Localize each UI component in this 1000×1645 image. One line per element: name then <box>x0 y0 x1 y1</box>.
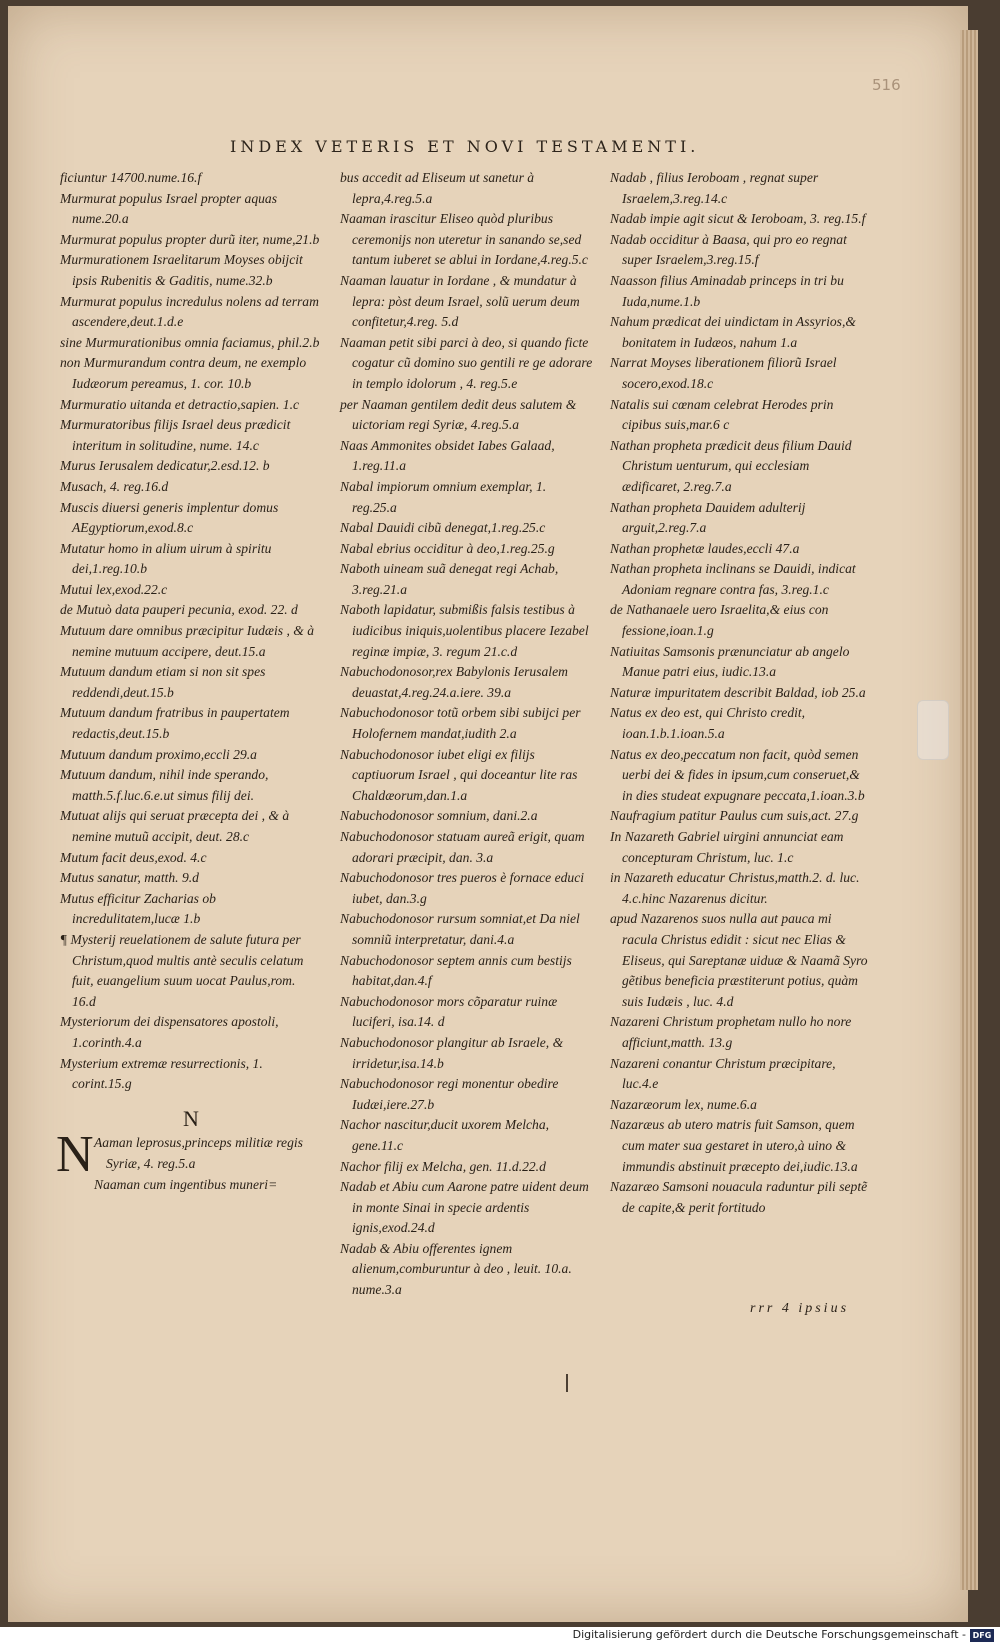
index-entry: Natiuitas Samsonis prænunciatur ab angelo Manue patri eius, iudic.13.a <box>610 643 850 680</box>
index-entry: bus accedit ad Eliseum ut sanetur à lepra,4.reg.5.a <box>340 170 535 206</box>
index-entry: Murmurat populus incredulus nolens ad terram ascendere,deut.1.d.e <box>60 293 319 330</box>
index-entry: Nabuchodonosor regi monentur obedire Iudæi,iere.27.b <box>340 1076 559 1112</box>
index-entry: Nathan propheta prædicit deus filium Dauid Christum uenturum, qui ecclesiam ædificaret, 2.reg.7.a <box>610 437 852 494</box>
index-column-1 <box>56 168 322 1195</box>
index-entry: Nabuchodonosor rursum somniat,et Da niel somniũ interpretatur, dani.4.a <box>340 911 580 947</box>
index-entry: Mutui lex,exod.22.c <box>60 581 168 597</box>
entry-list-1 <box>60 168 322 1095</box>
index-entry: Naaman lauatur in Iordane , & mundatur à lepra: pòst deum Israel, solũ uerum deum confitetur,4.reg. 5.d <box>340 272 580 330</box>
index-entry: Nadab impie agit sicut & Ieroboam, 3. reg.15.f <box>610 211 866 227</box>
index-entry: Naas Ammonites obsidet Iabes Galaad, 1.reg.11.a <box>340 437 555 474</box>
index-entry: Murmurationem Israelitarum Moyses obijcit ipsis Rubenitis & Gaditis, nume.32.b <box>60 252 303 288</box>
index-entry: Naaman petit sibi parci à deo, si quando ficte cogatur cũ domino suo gentili re ge adorare in templo idolorum , 4. reg.5.e <box>340 334 593 391</box>
index-entry: In Nazareth Gabriel uirgini annunciat eam concepturam Christum, luc. 1.c <box>610 829 844 865</box>
index-entry: Natus ex deo est, qui Christo credit, ioan.1.b.1.ioan.5.a <box>610 705 806 742</box>
index-entry: Mutuum dare omnibus præcipitur Iudæis , & à nemine mutuum accipere, deut.15.a <box>60 623 315 659</box>
index-entry: Mutuat alijs qui seruat præcepta dei , & à nemine mutuũ accipit, deut. 28.c <box>60 808 290 844</box>
index-entry: Nadab & Abiu offerentes ignem alienum,comburuntur à deo , leuit. 10.a. nume.3.a <box>340 1240 572 1298</box>
index-entry: Naasson filius Aminadab princeps in tri bu Iuda,nume.1.b <box>610 272 844 309</box>
index-entry: Muscis diuersi generis implentur domus AEgyptiorum,exod.8.c <box>60 499 279 536</box>
folio-number: 516 <box>872 76 901 94</box>
letter-heading: N <box>183 1105 199 1131</box>
index-column-2 <box>340 168 593 1301</box>
index-entry: Natalis sui cœnam celebrat Herodes prin cipibus suis,mar.6 c <box>610 396 834 433</box>
footer-bar <box>0 1627 1000 1645</box>
index-entry: Nadab occiditur à Baasa, qui pro eo regnat super Israelem,3.reg.15.f <box>610 231 847 268</box>
index-entry: Nahum prædicat dei uindictam in Assyrios,& bonitatem in Iudæos, nahum 1.a <box>610 314 856 350</box>
index-entry: Murmuratio uitanda et detractio,sapien. 1.c <box>60 396 299 412</box>
index-entry: Naaman cum ingentibus muneri= <box>94 1176 278 1192</box>
index-entry: Nachor filij ex Melcha, gen. 11.d.22.d <box>340 1158 546 1174</box>
dropcap-initial: N <box>56 1126 94 1184</box>
index-entry: Nazaræorum lex, nume.6.a <box>610 1096 757 1112</box>
page-clip <box>917 700 949 760</box>
running-head: INDEX VETERIS ET NOVI TESTAMENTI. <box>230 137 700 156</box>
index-entry: Nabuchodonosor somnium, dani.2.a <box>340 808 538 824</box>
index-entry: Nabuchodonosor iubet eligi ex filijs captiuorum Israel , qui doceantur lite ras Chaldæorum,dan.1.a <box>340 746 578 803</box>
index-entry: Mutuum dandum, nihil inde sperando, matth.5.f.luc.6.e.ut simus filij dei. <box>60 767 269 803</box>
index-entry: Murmurat populus propter durũ iter, nume,21.b <box>60 231 320 247</box>
index-entry: Nadab , filius Ieroboam , regnat super Israelem,3.reg.14.c <box>610 170 819 206</box>
index-entry: Nabuchodonosor totũ orbem sibi subijci per Holofernem mandat,iudith 2.a <box>340 705 581 742</box>
page-edge <box>960 30 978 1590</box>
index-entry: Mutuum dandum etiam si non sit spes reddendi,deut.15.b <box>60 664 266 700</box>
index-entry: Naaman irascitur Eliseo quòd pluribus ceremonijs non uteretur in sanando se,sed tantum iuberet se ablui in Iordane,4.reg.5.c <box>340 211 588 268</box>
index-entry: Naboth lapidatur, submißis falsis testibus à iudicibus iniquis,uolentibus placere Iezabel reginæ impiæ, 3. regum 21.c.d <box>340 602 589 659</box>
entry-list-1n <box>94 1133 322 1195</box>
index-entry: Nabal ebrius occiditur à deo,1.reg.25.g <box>340 540 555 556</box>
page-mark <box>566 1374 568 1392</box>
index-entry: non Murmurandum contra deum, ne exemplo Iudæorum pereamus, 1. cor. 10.b <box>60 355 307 391</box>
index-entry: Nathan propheta Dauidem adulterij arguit,2.reg.7.a <box>610 499 806 536</box>
dfg-logo: DFG <box>970 1629 994 1642</box>
index-entry: Mutatur homo in alium uirum à spiritu dei,1.reg.10.b <box>60 540 272 577</box>
index-entry: Nathan propheta inclinans se Dauidi, indicat Adoniam regnare contra fas, 3.reg.1.c <box>610 561 856 597</box>
index-entry: Nazareni conantur Christum præcipitare, luc.4.e <box>610 1055 836 1092</box>
index-entry: Naturæ impuritatem describit Baldad, iob 25.a <box>610 684 866 700</box>
index-entry: apud Nazarenos suos nulla aut pauca mi racula Christus edidit : sicut nec Elias & Eliseus, qui Sareptanæ uiduæ & Naamã Syro gẽtibus beneficia præstiterunt potius, quàm suis Iudæis , luc. 4.d <box>610 911 868 1009</box>
index-entry: Nabuchodonosor,rex Babylonis Ierusalem deuastat,4.reg.24.a.iere. 39.a <box>340 664 568 700</box>
index-entry: Mutum facit deus,exod. 4.c <box>60 849 207 865</box>
index-entry: Nabal impiorum omnium exemplar, 1. reg.25.a <box>340 478 547 515</box>
entry-list-3 <box>610 168 868 1218</box>
index-entry: Nabuchodonosor statuam aureã erigit, quam adorari præcipit, dan. 3.a <box>340 829 585 865</box>
index-entry: Mutuum dandum proximo,eccli 29.a <box>60 746 257 762</box>
entry-list-2 <box>340 168 593 1301</box>
dropcap-block <box>56 1126 322 1195</box>
index-entry: Nazaræo Samsoni nouacula raduntur pili septẽ de capite,& perit fortitudo <box>610 1179 868 1215</box>
index-entry: Murmurat populus Israel propter aquas nume.20.a <box>60 190 278 227</box>
index-entry: Nachor nascitur,ducit uxorem Melcha, gene.11.c <box>340 1117 550 1153</box>
index-entry: Naboth uineam suã denegat regi Achab, 3.reg.21.a <box>340 561 559 597</box>
index-entry: Nabuchodonosor tres pueros è fornace educi iubet, dan.3.g <box>340 870 585 906</box>
index-entry: sine Murmurationibus omnia faciamus, phil.2.b <box>60 334 320 350</box>
index-entry: in Nazareth educatur Christus,matth.2. d. luc. 4.c.hinc Nazarenus dicitur. <box>610 870 860 906</box>
index-entry: Aaman leprosus,princeps militiæ regis Syriæ, 4. reg.5.a <box>94 1135 303 1171</box>
index-entry: Nabuchodonosor mors cõparatur ruinæ luciferi, isa.14. d <box>340 993 558 1030</box>
index-entry: Mutus efficitur Zacharias ob incredulitatem,lucæ 1.b <box>60 890 216 927</box>
index-entry: Nabuchodonosor plangitur ab Israele, & irridetur,isa.14.b <box>340 1034 564 1071</box>
index-entry: Naufragium patitur Paulus cum suis,act. 27.g <box>610 808 859 824</box>
index-entry: Musach, 4. reg.16.d <box>60 478 169 494</box>
index-entry: Nadab et Abiu cum Aarone patre uident deum in monte Sinai in specie ardentis ignis,exod.24.d <box>340 1179 589 1236</box>
index-entry: de Nathanaele uero Israelita,& eius con fessione,ioan.1.g <box>610 602 829 639</box>
index-entry: ¶ Mysterij reuelationem de salute futura per Christum,quod multis antè seculis celatum fuit, euangelium suum uocat Paulus,rom. 16.d <box>60 931 304 1009</box>
index-entry: Nabal Dauidi cibũ denegat,1.reg.25.c <box>340 520 546 536</box>
index-entry: per Naaman gentilem dedit deus salutem & uictoriam regi Syriæ, 4.reg.5.a <box>340 396 577 433</box>
index-entry: Nabuchodonosor septem annis cum bestijs habitat,dan.4.f <box>340 952 572 989</box>
index-entry: Narrat Moyses liberationem filiorũ Israel socero,exod.18.c <box>610 355 837 391</box>
index-entry: Mysterium extremæ resurrectionis, 1. corint.15.g <box>60 1055 263 1092</box>
index-entry: Murus Ierusalem dedicatur,2.esd.12. b <box>60 458 270 474</box>
index-entry: Nazareni Christum prophetam nullo ho nore afficiunt,matth. 13.g <box>610 1014 852 1050</box>
index-entry: Nazaræus ab utero matris fuit Samson, quem cum mater sua gestaret in utero,à uino & immundis abstinuit præcepto dei,iudic.13.a <box>610 1117 858 1174</box>
index-entry: Mysteriorum dei dispensatores apostoli, 1.corinth.4.a <box>60 1014 279 1050</box>
index-entry: Mutus sanatur, matth. 9.d <box>60 870 199 886</box>
index-entry: ficiuntur 14700.nume.16.f <box>60 170 202 185</box>
index-entry: Mutuum dandum fratribus in paupertatem redactis,deut.15.b <box>60 705 290 742</box>
index-entry: Murmuratoribus filijs Israel deus prædicit interitum in solitudine, nume. 14.c <box>60 417 291 453</box>
index-column-3 <box>610 168 868 1218</box>
catchwords: rrr 4 ipsius <box>750 1301 850 1316</box>
index-entry: Natus ex deo,peccatum non facit, quòd semen uerbi dei & fides in ipsum,cum conseruet,& in dies studeat expugnare peccata,1.ioan.3.b <box>610 746 865 803</box>
footer-credit: Digitalisierung gefördert durch die Deutsche Forschungsgemeinschaft - <box>572 1628 966 1641</box>
index-entry: de Mutuò data pauperi pecunia, exod. 22. d <box>60 602 298 618</box>
index-entry: Nathan prophetæ laudes,eccli 47.a <box>610 540 800 556</box>
